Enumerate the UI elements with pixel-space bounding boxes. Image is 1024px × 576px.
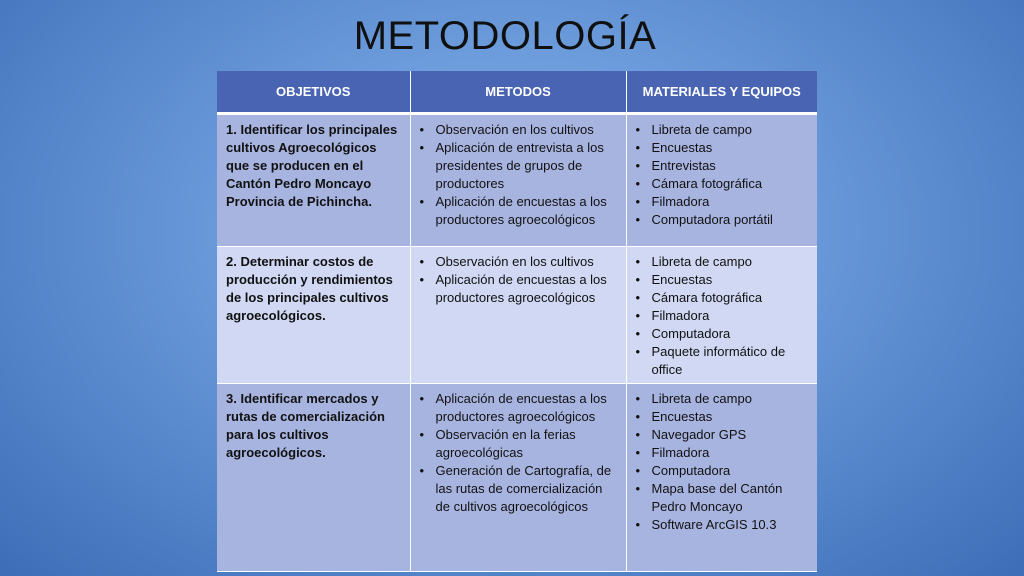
list-item: • Filmadora xyxy=(636,444,810,462)
methods-list xyxy=(420,390,618,516)
list-item: • Navegador GPS xyxy=(636,426,810,444)
header-objetivos: OBJETIVOS xyxy=(217,71,410,113)
methods-list xyxy=(420,121,618,229)
list-item: • Aplicación de entrevista a los presidentes de grupos de productores xyxy=(420,139,618,193)
list-item: • Software ArcGIS 10.3 xyxy=(636,516,810,534)
objective-cell: 3. Identificar mercados y rutas de comercialización para los cultivos agroecológicos. xyxy=(217,383,410,571)
methodology-table xyxy=(217,71,817,572)
table-row xyxy=(217,383,817,571)
materials-list xyxy=(636,121,810,229)
list-item: • Cámara fotográfica xyxy=(636,175,810,193)
list-item: • Computadora xyxy=(636,462,810,480)
materials-list xyxy=(636,390,810,534)
list-item: • Libreta de campo xyxy=(636,121,810,139)
list-item: • Generación de Cartografía, de las rutas de comercialización de cultivos agroecológicos xyxy=(420,462,618,516)
objective-cell: 2. Determinar costos de producción y rendimientos de los principales cultivos agroecológicos. xyxy=(217,246,410,383)
list-item: • Mapa base del Cantón Pedro Moncayo xyxy=(636,480,810,516)
list-item: • Entrevistas xyxy=(636,157,810,175)
list-item: • Observación en la ferias agroecológicas xyxy=(420,426,618,462)
materials-cell xyxy=(626,246,817,383)
list-item: • Paquete informático de office xyxy=(636,343,810,379)
table-header-row xyxy=(217,71,817,113)
list-item: • Computadora xyxy=(636,325,810,343)
list-item: • Filmadora xyxy=(636,193,810,211)
materials-cell xyxy=(626,113,817,246)
methods-cell xyxy=(410,246,626,383)
list-item: • Observación en los cultivos xyxy=(420,121,618,139)
slide-title: METODOLOGÍA xyxy=(353,14,657,58)
materials-list xyxy=(636,253,810,379)
objective-cell: 1. Identificar los principales cultivos Agroecológicos que se producen en el Cantón Pedro Moncayo Provincia de Pichincha. xyxy=(217,113,410,246)
list-item: • Aplicación de encuestas a los productores agroecológicos xyxy=(420,193,618,229)
table-row xyxy=(217,246,817,383)
list-item: • Cámara fotográfica xyxy=(636,289,810,307)
list-item: • Observación en los cultivos xyxy=(420,253,618,271)
methods-list xyxy=(420,253,618,307)
methods-cell xyxy=(410,113,626,246)
list-item: • Encuestas xyxy=(636,408,810,426)
list-item: • Encuestas xyxy=(636,271,810,289)
materials-cell xyxy=(626,383,817,571)
table-row xyxy=(217,113,817,246)
list-item: • Aplicación de encuestas a los productores agroecológicos xyxy=(420,271,618,307)
header-metodos: METODOS xyxy=(410,71,626,113)
list-item: • Filmadora xyxy=(636,307,810,325)
list-item: • Computadora portátil xyxy=(636,211,810,229)
list-item: • Libreta de campo xyxy=(636,253,810,271)
methods-cell xyxy=(410,383,626,571)
header-materiales: MATERIALES Y EQUIPOS xyxy=(626,71,817,113)
list-item: • Encuestas xyxy=(636,139,810,157)
list-item: • Libreta de campo xyxy=(636,390,810,408)
list-item: • Aplicación de encuestas a los productores agroecológicos xyxy=(420,390,618,426)
